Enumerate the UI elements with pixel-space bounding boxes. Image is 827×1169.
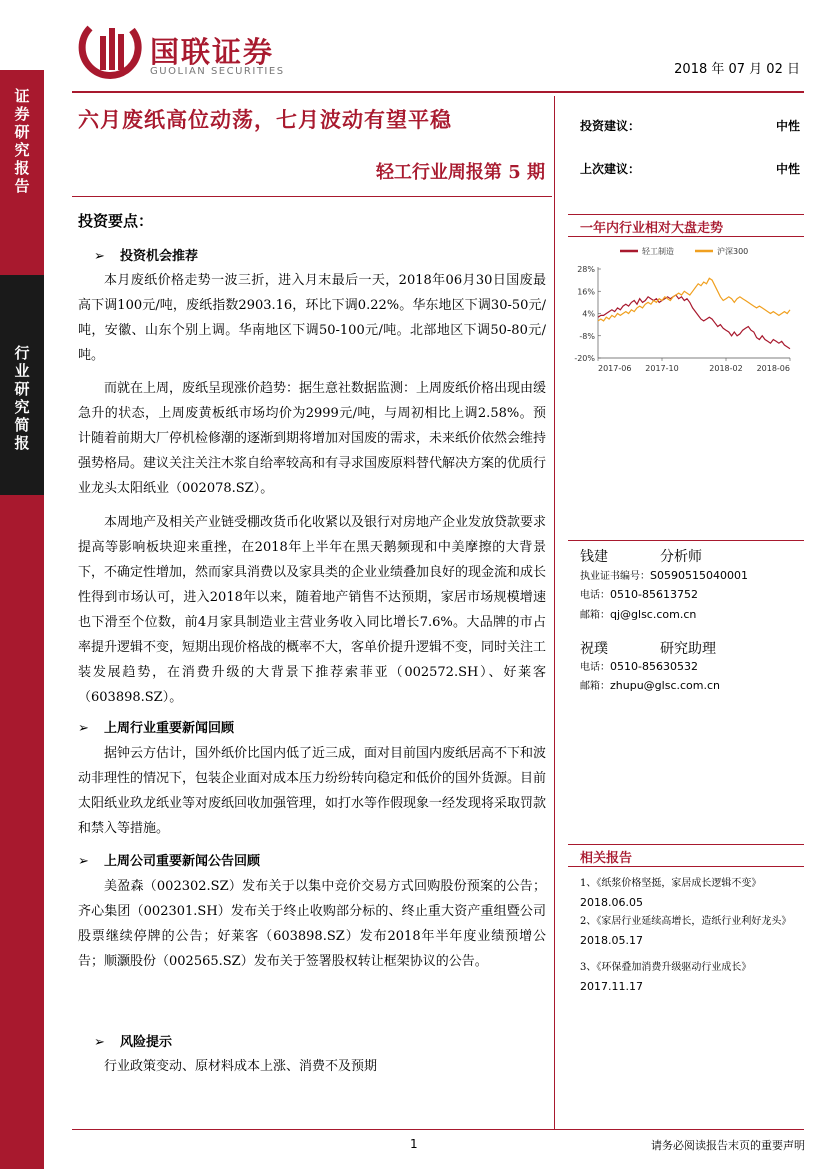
x-tick-label-0: 2017-06	[598, 364, 632, 373]
paragraph-5: 美盈森（002302.SZ）发布关于以集中竞价交易方式回购股份预案的公告；齐心集团（002301.SH）发布关于终止收购部分标的、终止重大资产重组暨公司股票继续停牌的公告；好莱客（603898.SZ）发布2018年半年度业绩预增公告；顺灏股份（002565.SZ）发布关于签署股权转让框架协议的公告。	[78, 879, 546, 969]
related-report-3-date: 2017.11.17	[580, 980, 643, 993]
related-report-1-date: 2018.06.05	[580, 896, 643, 909]
series-line-1	[598, 278, 790, 321]
analyst-2-email	[580, 675, 720, 697]
phone-number: 0510-85613752	[610, 588, 698, 601]
chart-series	[598, 278, 790, 348]
guolian-logo-icon	[78, 22, 144, 84]
paragraph-4: 据钟云方估计，国外纸价比国内低了近三成，面对目前国内废纸居高不下和波动非理性的情况下，包装企业面对成本压力纷纷转向稳定和低价的国外货源。目前太阳纸业玖龙纸业等对废纸回收加强管理，如打水等作假现象一经发现将采取罚款和禁入等措施。	[78, 746, 547, 836]
related-report-2[interactable]: 2、《家居行业延续高增长，造纸行业利好龙头》	[580, 916, 792, 927]
chart-section-rule-bottom	[568, 236, 804, 237]
title-divider	[72, 196, 552, 197]
header-rule	[72, 91, 804, 93]
paragraph-2: 而就在上周，废纸呈现涨价趋势：据生意社数据监测：上周废纸价格出现由缓急升的状态，上周废黄板纸市场均价为2999元/吨，与周初相比上调2.58%。预计随着前期大厂停机检修潮的逐渐到期将增加对国废的需求，未来纸价依然会维持强势格局。建议关注关注木浆自给率较高和有寻求国废原料替代解决方案的优质行业龙头太阳纸业（002078.SZ）。	[78, 381, 547, 496]
report-type-label: 证券研究报告	[12, 88, 31, 196]
paragraph-1: 本月废纸价格走势一波三折，进入月末最后一天，2018年06月30日国废最高下调100元/吨，废纸指数2903.16，环比下调0.22%。华东地区下调30-50元/吨，安徽、山东个别上调。华南地区下调50-100元/吨。北部地区下调50-80元/吨。	[78, 273, 546, 363]
paragraph-3: 本周地产及相关产业链受棚改货币化收紧以及银行对房地产企业发放贷款要求提高等影响板块迎来重挫，在2018年上半年在黑天鹅频现和中美摩擦的大背景下，不确定性增加，然而家具消费以及家具类的企业业绩叠加良好的现金流和成长性得到市场认可，进入2018年以来，随着地产销售不达预期，家居市场规模增速也下滑至个位数，前4月家具制造业主营业务收入同比增长7.6%。大品牌的市占率提升逻辑不变，短期出现价格战的概率不大，客单价提升逻辑不变，同时关注工装发展趋势，在消费升级的大背景下推荐索菲亚（002572.SH）、好莱客（603898.SZ）。	[78, 515, 547, 705]
column-divider	[554, 96, 555, 1129]
footer-rule	[72, 1129, 804, 1130]
y-tick-label-1: 16%	[577, 287, 595, 297]
brand-name-en: GUOLIAN SECURITIES	[150, 66, 285, 77]
chart-section-title: 一年内行业相对大盘走势	[580, 221, 724, 236]
related-rule-bottom	[568, 866, 804, 867]
arrow-bullet-icon: ➢	[94, 249, 105, 264]
report-date: 2018 年 07 月 02 日	[674, 62, 800, 77]
analyst-2-role: 研究助理	[660, 641, 716, 657]
x-tick-label-1: 2017-10	[645, 364, 679, 373]
analyst-1-role: 分析师	[660, 549, 702, 565]
phone-label: 电话：	[580, 662, 610, 673]
related-report-1[interactable]: 1、《纸浆价格坚挺，家居成长逻辑不变》	[580, 878, 762, 889]
analyst-rule	[568, 540, 804, 541]
email-label: 邮箱：	[580, 610, 610, 621]
bullet-investment	[94, 245, 198, 264]
y-tick-label-2: 4%	[582, 309, 595, 319]
analyst-2-name: 祝璞	[580, 641, 608, 657]
chart-legend	[620, 246, 748, 256]
legend-label-0: 轻工制造	[642, 247, 674, 256]
related-report-3[interactable]: 3、《环保叠加消费升级驱动行业成长》	[580, 962, 752, 973]
phone-number: 0510-85630532	[610, 660, 698, 673]
arrow-bullet-icon: ➢	[94, 1035, 105, 1050]
paragraph-risk: 行业政策变动、原材料成本上涨、消费不及预期	[104, 1059, 378, 1074]
brand-name-cn: 国联证券	[150, 35, 275, 69]
page-subtitle: 轻工行业周报第 5 期	[375, 162, 545, 183]
related-report-2-date: 2018.05.17	[580, 934, 643, 947]
left-strip-top	[0, 70, 44, 275]
bullet-title: 投资机会推荐	[120, 249, 199, 264]
current-rating-value: 中性	[776, 119, 801, 133]
legend-label-1: 沪深300	[717, 247, 749, 256]
email-link[interactable]: qj@glsc.com.cn	[610, 608, 697, 621]
chart-axes	[574, 265, 790, 373]
y-tick-label-3: -8%	[579, 331, 595, 341]
related-reports-title: 相关报告	[580, 851, 633, 866]
page-title: 六月废纸高位动荡，七月波动有望平稳	[78, 107, 452, 132]
y-tick-label-0: 28%	[577, 265, 595, 274]
bullet-title: 上周行业重要新闻回顾	[104, 721, 235, 736]
section-heading: 投资要点：	[78, 212, 154, 230]
left-strip-bottom	[0, 495, 44, 1169]
x-tick-label-3: 2018-06	[756, 364, 790, 373]
relative-performance-chart	[568, 243, 800, 383]
bullet-risk	[94, 1031, 172, 1050]
last-rating-value: 中性	[776, 162, 801, 176]
email-link[interactable]: zhupu@glsc.com.cn	[610, 679, 720, 692]
analyst-1-email	[580, 604, 696, 626]
arrow-bullet-icon: ➢	[78, 721, 89, 736]
related-rule-top	[568, 844, 804, 845]
footer-disclaimer: 请务必阅读报告末页的重要声明	[651, 1139, 805, 1152]
last-rating-label: 上次建议：	[580, 162, 641, 176]
email-label: 邮箱：	[580, 681, 610, 692]
arrow-bullet-icon: ➢	[78, 854, 89, 869]
bullet-company-news	[78, 850, 260, 869]
phone-label: 电话：	[580, 590, 610, 601]
series-line-0	[598, 295, 790, 349]
bullet-title: 上周公司重要新闻公告回顾	[104, 854, 261, 869]
analyst-1-name: 钱建	[580, 549, 608, 565]
current-rating-label: 投资建议：	[580, 119, 641, 133]
page-number: 1	[410, 1137, 418, 1151]
left-strip-middle	[0, 275, 44, 495]
y-tick-label-4: -20%	[574, 354, 595, 363]
x-tick-label-2: 2018-02	[709, 364, 743, 373]
bullet-title: 风险提示	[120, 1035, 173, 1050]
cert-number: S0590515040001	[650, 569, 748, 582]
bullet-industry-news	[78, 717, 234, 736]
analyst-1-phone	[580, 584, 698, 606]
chart-section-rule	[568, 214, 804, 215]
cert-label: 执业证书编号：	[580, 571, 650, 582]
report-category-label: 行业研究简报	[12, 345, 31, 453]
